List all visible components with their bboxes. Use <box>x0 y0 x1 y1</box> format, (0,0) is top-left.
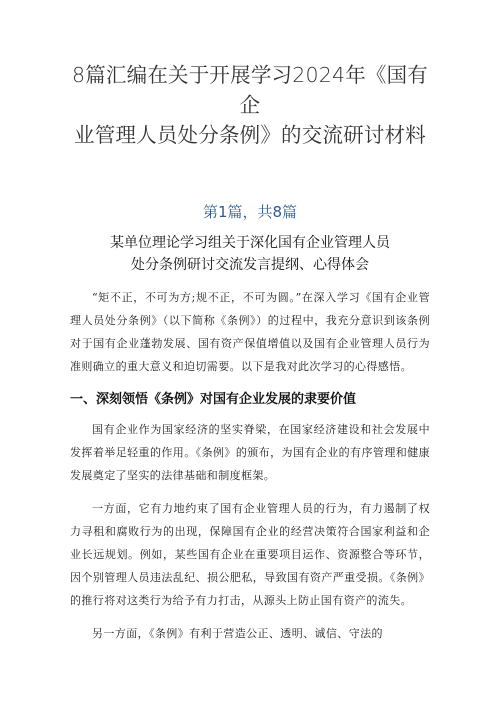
article-title <box>70 232 430 276</box>
body-paragraph-3: 另一方面，《条例》有利于营造公正、透明、诚信、守法的 <box>92 627 383 640</box>
intro-paragraph: “矩不正，不可为方;规不正，不可为圆。”在深入学习《国有企业管理人员处分条例》（以下简称《条例》）的过程中，我充分意识到该条例对于国有企业蓬勃发展、国有资产保值增值以及国有企业管理人员行为准则确立的重大意义和迫切需要。以下是我对此次学习的心得感悟。 <box>70 291 430 373</box>
spacer <box>70 276 430 286</box>
spacer <box>70 487 430 497</box>
body-paragraph-2: 一方面，它有力地约束了国有企业管理人员的行为，有力遏制了权力寻租和腐败行为的出现，保障国有企业的经营决策符合国家利益和企业长远规划。例如，某些国有企业在重要项目运作、资源整合等环节，因个别管理人员违法乱纪、损公肥私，导致国有资产严重受损。《条例》的推行将对这类行为给予有力打击，从源头上防止国有资产的流失。 <box>70 502 430 607</box>
article-title-line-1: 某单位理论学习组关于深化国有企业管理人员 <box>110 235 390 251</box>
body-paragraph-1: 国有企业作为国家经济的坚实脊梁，在国家经济建设和社会发展中发挥着举足轻重的作用。《条例》的颁布，为国有企业的有序管理和健康发展奠定了坚实的法律基础和制度框架。 <box>70 423 430 482</box>
document-title <box>70 0 430 150</box>
part-label: 第1篇，共8篇 <box>202 203 298 221</box>
document-title-line-1: 8篇汇编在关于开展学习2024年《国有企 <box>71 63 428 117</box>
spacer <box>70 612 430 622</box>
section-heading-1: 一、深刻领悟《条例》对国有企业发展的隶要价值 <box>70 392 357 407</box>
document-title-line-2: 业管理人员处分条例》的交流研讨材料 <box>74 123 426 147</box>
article-title-line-2: 处分条例研讨交流发言提纲、心得体会 <box>131 257 369 273</box>
